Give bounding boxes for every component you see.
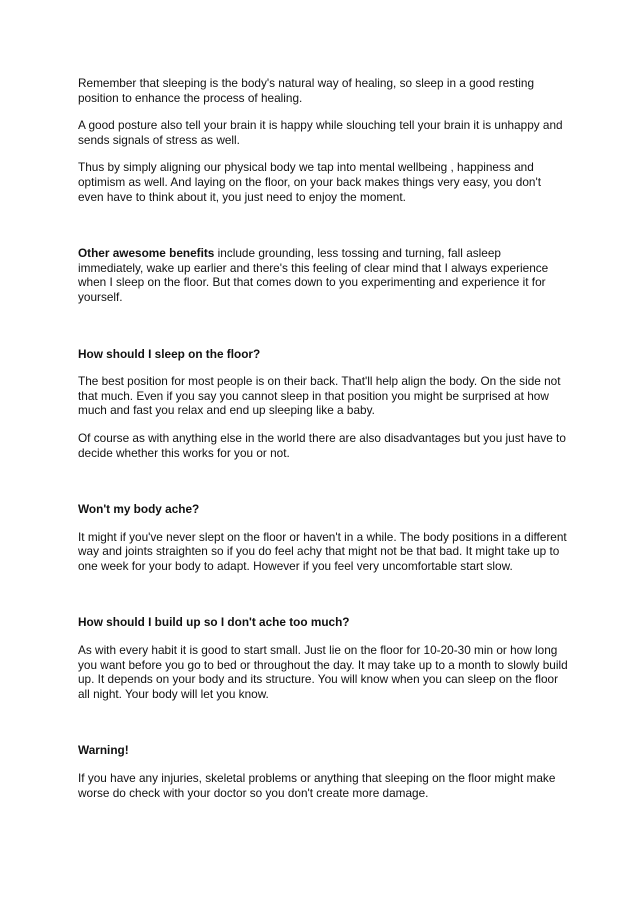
paragraph-start-small: As with every habit it is good to start small. Just lie on the floor for 10-20-30 min or how long you want before you go to bed or throughout the day. It may take up to a month to slowly build up. It depends on your body and its structure. You will know when you can sleep on the floor all night. Your body will let you know. (78, 643, 568, 701)
paragraph-healing: Remember that sleeping is the body's natural way of healing, so sleep in a good resting position to enhance the process of healing. (78, 76, 535, 105)
paragraph-posture: A good posture also tell your brain it is happy while slouching tell your brain it is unhappy and sends signals of stress as well. (78, 118, 563, 147)
paragraph-disadvantages: Of course as with anything else in the world there are also disadvantages but you just have to decide whether this works for you or not. (78, 430, 566, 460)
paragraph-best-position: The best position for most people is on their back. That'll help align the body. On the side not that much. Even if you say you cannot sleep in that position you might be surprised at how much and fast you relax and end up sleeping like a baby. (78, 374, 561, 418)
heading-warning: Warning! (78, 743, 129, 758)
paragraph-ache-answer: It might if you've never slept on the floor or haven't in a while. The body positions in a different way and joints straighten so if you do feel achy that might not be that bad. It might take up to one week for your body to adapt. However if you feel very uncomfortable start slow. (78, 529, 567, 573)
heading-body-ache: Won't my body ache? (78, 502, 200, 517)
benefits-lead: Other awesome benefits (78, 246, 215, 261)
paragraph-benefits (78, 246, 568, 304)
document-page (78, 76, 568, 800)
paragraph-warning: If you have any injuries, skeletal problems or anything that sleeping on the floor might make worse do check with your doctor so you don't create more damage. (78, 771, 556, 800)
heading-build-up: How should I build up so I don't ache too much? (78, 615, 350, 630)
paragraph-mental-wellbeing: Thus by simply aligning our physical body we tap into mental wellbeing , happiness and optimism as well. And laying on the floor, on your back makes things very easy, you don't even have to think about it, you just need to enjoy the moment. (78, 160, 542, 204)
benefits-text: include grounding, less tossing and turning, fall asleep immediately, wake up earlier and there's this feeling of clear mind that I always experience when I sleep on the floor. But that comes down to you experimenting and experience it for yourself. (78, 246, 549, 304)
heading-how-to-sleep: How should I sleep on the floor? (78, 346, 261, 361)
